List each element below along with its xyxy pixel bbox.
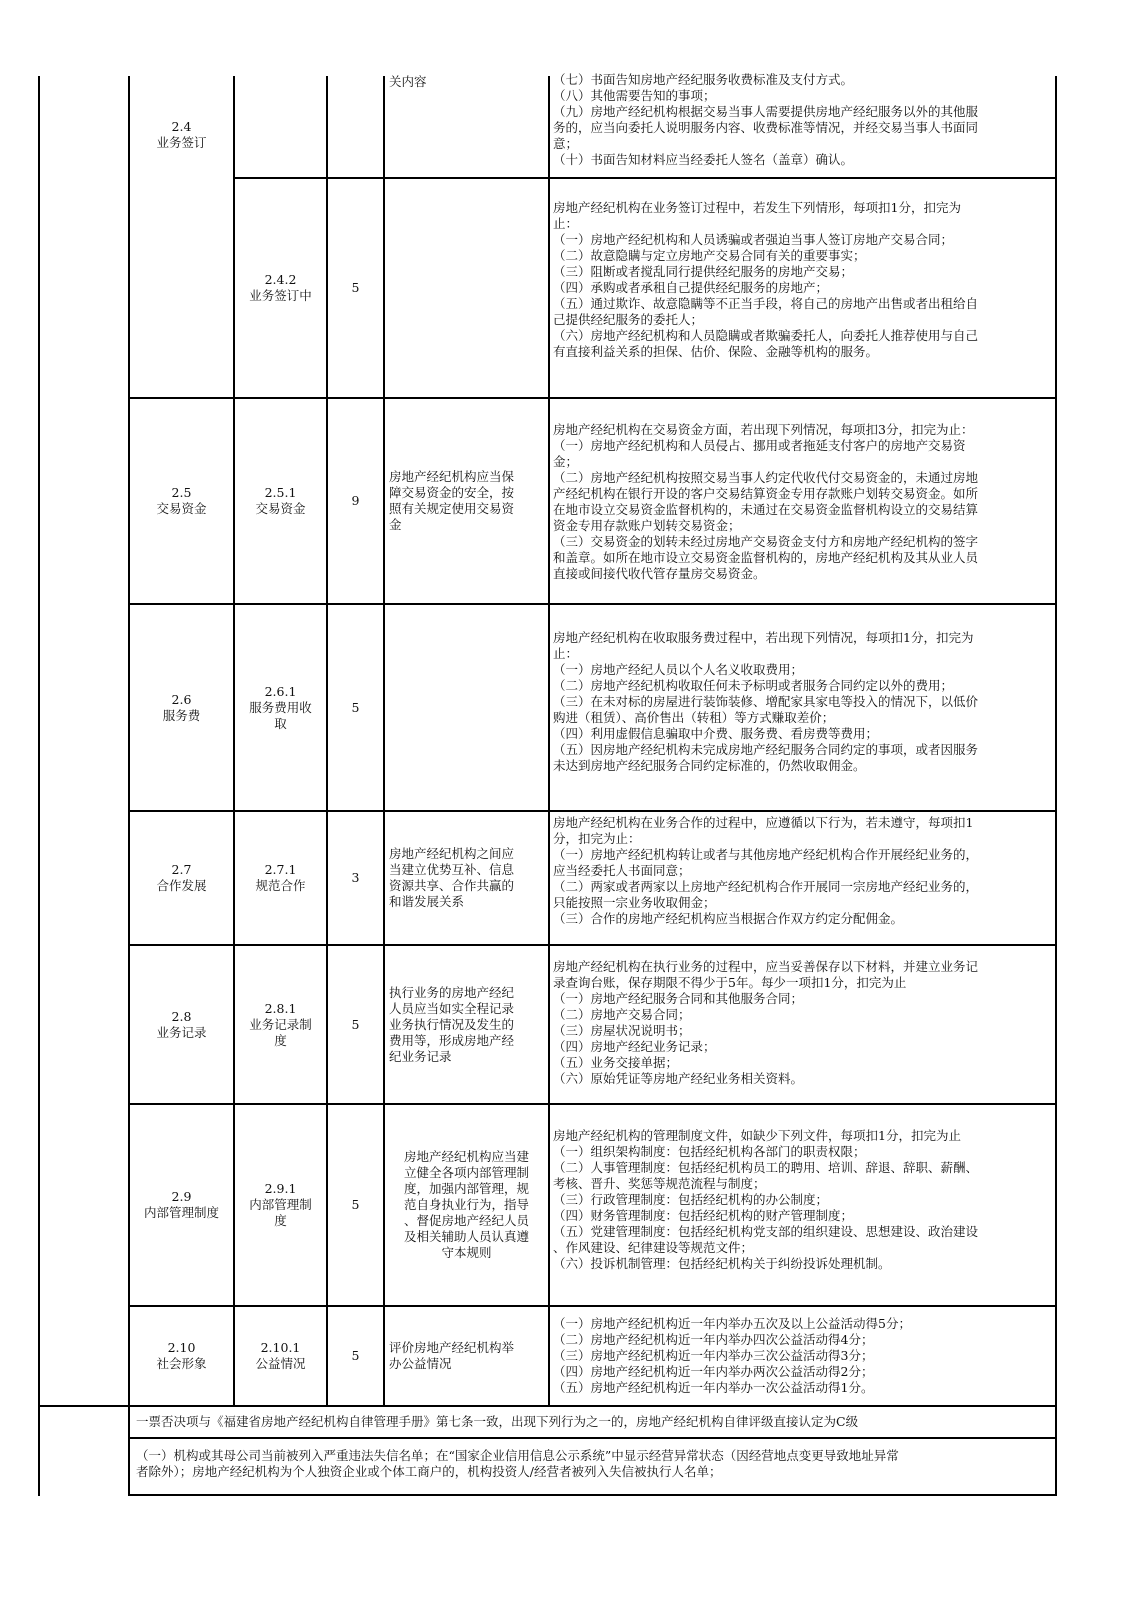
detail-line: 分，扣完为止： <box>553 831 641 846</box>
detail-line: 产经纪机构在银行开设的客户交易结算资金专用存款账户划转交易资金。如所 <box>553 486 979 501</box>
detail-line: （四）房地产经纪机构近一年内举办两次公益活动得2分； <box>553 1364 874 1379</box>
score-cell: 5 <box>351 280 360 295</box>
item-name: 公益情况 <box>255 1356 306 1371</box>
detail-line: 止： <box>553 216 579 231</box>
detail-line: 房地产经纪机构在执行业务的过程中，应当妥善保存以下材料，并建立业务记 <box>553 959 979 974</box>
score-cell: 9 <box>351 493 360 508</box>
category-cell <box>130 1105 233 1305</box>
criterion-cell: 关内容 <box>389 74 427 89</box>
item-cell <box>235 1307 326 1405</box>
detail-line: 未达到房地产经纪服务合同约定标准的，仍然收取佣金。 <box>553 758 866 773</box>
detail-line: （二）房地产经纪机构近一年内举办四次公益活动得4分； <box>553 1332 874 1347</box>
detail-line: （四）利用虚假信息骗取中介费、服务费、看房费等费用； <box>553 726 879 741</box>
score-cell: 5 <box>351 1197 360 1212</box>
detail-line: （七）书面告知房地产经纪服务收费标准及支付方式。 <box>553 72 854 87</box>
category-name: 交易资金 <box>156 501 207 516</box>
detail-line: 止： <box>553 646 579 661</box>
detail-line: 意； <box>553 136 579 151</box>
veto-heading: 一票否决项与《福建省房地产经纪机构自律管理手册》第七条一致，出现下列行为之一的，房地产经纪机构自律评级直接认定为C级 <box>136 1414 859 1429</box>
category-code: 2.8 <box>171 1008 192 1024</box>
detail-line: 考核、晋升、奖惩等规范流程与制度； <box>553 1176 766 1191</box>
item-name: 规范合作 <box>255 878 306 893</box>
item-code: 2.8.1 <box>264 1000 297 1016</box>
detail-line: 直接或间接代收代管存量房交易资金。 <box>553 566 766 581</box>
category-code: 2.9 <box>171 1189 192 1204</box>
detail-line: （四）财务管理制度：包括经纪机构的财产管理制度； <box>553 1208 854 1223</box>
details-cell <box>553 200 1053 360</box>
detail-line: （三）行政管理制度：包括经纪机构的办公制度； <box>553 1192 829 1207</box>
detail-line: （十）书面告知材料应当经委托人签名（盖章）确认。 <box>553 152 854 167</box>
item-code: 2.4.2 <box>264 272 297 287</box>
detail-line: （二）故意隐瞒与定立房地产交易合同有关的重要事实； <box>553 248 866 263</box>
item-cell <box>235 179 326 397</box>
detail-line: （二）两家或者两家以上房地产经纪机构合作开展同一宗房地产经纪业务的， <box>553 879 979 894</box>
item-name: 服务费用收 取 <box>249 699 312 731</box>
detail-line: 购进（租赁）、高价售出（转租）等方式赚取差价； <box>553 710 835 725</box>
score-cell: 5 <box>351 1348 360 1363</box>
detail-line: （三）房地产经纪机构近一年内举办三次公益活动得3分； <box>553 1348 874 1363</box>
category-code: 2.6 <box>171 691 192 707</box>
detail-line: （一）房地产经纪机构和人员侵占、挪用或者拖延支付客户的房地产交易资 <box>553 438 966 453</box>
detail-line: （三）交易资金的划转未经过房地产交易资金支付方和房地产经纪机构的签字 <box>553 534 979 549</box>
detail-line: 房地产经纪机构在业务签订过程中，若发生下列情形，每项扣1分，扣完为 <box>553 200 961 215</box>
category-cell <box>130 1307 233 1405</box>
item-code: 2.6.1 <box>264 683 297 699</box>
detail-line: （五）通过欺诈、故意隐瞒等不正当手段，将自己的房地产出售或者出租给自 <box>553 296 979 311</box>
category-cell <box>130 100 233 170</box>
category-cell <box>130 812 233 944</box>
detail-line: （五）党建管理制度：包括经纪机构党支部的组织建设、思想建设、政治建设 <box>553 1224 979 1239</box>
item-name: 业务签订中 <box>249 288 312 303</box>
detail-line: 应当经委托人书面同意； <box>553 863 691 878</box>
score-cell: 5 <box>351 699 360 715</box>
category-code: 2.10 <box>167 1340 196 1355</box>
veto-item-1 <box>130 1448 1055 1480</box>
category-code: 2.7 <box>171 862 192 877</box>
item-name: 内部管理制 度 <box>249 1197 312 1228</box>
details-cell <box>553 630 1053 774</box>
category-name: 服务费 <box>162 707 201 723</box>
detail-line: （三）合作的房地产经纪机构应当根据合作双方约定分配佣金。 <box>553 911 904 926</box>
criterion-cell: 执行业务的房地产经纪 人员应当如实全程记录 业务执行情况及发生的 费用等，形成房地产经 纪业务记录 <box>389 984 515 1064</box>
detail-line: 资金专用存款账户划转交易资金； <box>553 518 741 533</box>
details-cell <box>553 72 1053 168</box>
detail-line: （三）房屋状况说明书； <box>553 1023 691 1038</box>
detail-line: 录查询台账，保存期限不得少于5年。每少一项扣1分，扣完为止 <box>553 975 907 990</box>
detail-line: （五）房地产经纪机构近一年内举办一次公益活动得1分。 <box>553 1380 874 1395</box>
score-cell: 5 <box>351 1016 360 1032</box>
criterion-cell: 房地产经纪机构应当保 障交易资金的安全，按 照有关规定使用交易资 金 <box>389 469 515 532</box>
detail-line: （六）房地产经纪机构和人员隐瞒或者欺骗委托人，向委托人推荐使用与自己 <box>553 328 979 343</box>
detail-line: 房地产经纪机构的管理制度文件，如缺少下列文件，每项扣1分，扣完为止 <box>553 1128 961 1143</box>
details-cell <box>553 815 1053 927</box>
detail-line: （二）房地产交易合同； <box>553 1007 691 1022</box>
veto-line: 者除外）；房地产经纪机构为个人独资企业或个体工商户的，机构投资人/经营者被列入失信被执行人名单； <box>136 1464 722 1479</box>
detail-line: （八）其他需要告知的事项； <box>553 88 716 103</box>
item-name: 业务记录制 度 <box>249 1016 312 1048</box>
detail-line: 金； <box>553 454 579 469</box>
details-cell <box>553 959 1053 1087</box>
category-code: 2.4 <box>171 119 192 134</box>
category-cell <box>130 946 233 1103</box>
detail-line: 、作风建设、纪律建设等规范文件； <box>553 1240 754 1255</box>
detail-line: （一）组织架构制度：包括经纪机构各部门的职责权限； <box>553 1144 866 1159</box>
criterion-cell: 房地产经纪机构之间应 当建立优势互补、信息 资源共享、合作共赢的 和谐发展关系 <box>389 846 515 909</box>
detail-line: 己提供经纪服务的委托人； <box>553 312 704 327</box>
detail-line: 在地市设立交易资金监督机构的，未通过在交易资金监督机构设立的交易结算 <box>553 502 979 517</box>
details-cell <box>553 422 1053 582</box>
item-code: 2.9.1 <box>264 1181 297 1196</box>
item-code: 2.5.1 <box>264 485 297 500</box>
detail-line: （一）房地产经纪机构近一年内举办五次及以上公益活动得5分； <box>553 1316 911 1331</box>
detail-line: （三）在未对标的房屋进行装饰装修、增配家具家电等投入的情况下，以低价 <box>553 694 979 709</box>
detail-line: （二）房地产经纪机构按照交易当事人约定代收代付交易资金的，未通过房地 <box>553 470 979 485</box>
category-name: 业务记录 <box>156 1024 207 1040</box>
category-cell <box>130 399 233 603</box>
detail-line: 和盖章。如所在地市设立交易资金监督机构的，房地产经纪机构及其从业人员 <box>553 550 979 565</box>
detail-line: 有直接利益关系的担保、估价、保险、金融等机构的服务。 <box>553 344 879 359</box>
category-name: 内部管理制度 <box>143 1205 219 1220</box>
item-cell <box>235 812 326 944</box>
item-cell <box>235 399 326 603</box>
item-name: 交易资金 <box>255 501 306 516</box>
item-cell <box>235 605 326 810</box>
category-name: 合作发展 <box>156 878 207 893</box>
category-name: 业务签订 <box>156 135 207 150</box>
category-name: 社会形象 <box>156 1356 207 1371</box>
score-cell: 3 <box>351 870 360 885</box>
criterion-cell: 评价房地产经纪机构举 办公益情况 <box>389 1340 515 1371</box>
criterion-cell: 房地产经纪机构应当建 立健全各项内部管理制 度，加强内部管理，规 范自身执业行为，指导 、督促房地产经纪人员 及相关辅助人员认真遵 守本规则 <box>403 1149 529 1260</box>
detail-line: 只能按照一宗业务收取佣金； <box>553 895 716 910</box>
item-cell <box>235 1105 326 1305</box>
detail-line: （一）房地产经纪机构转让或者与其他房地产经纪机构合作开展经纪业务的， <box>553 847 979 862</box>
details-cell <box>553 1128 1053 1272</box>
details-cell <box>553 1316 1053 1396</box>
detail-line: （二）人事管理制度：包括经纪机构员工的聘用、培训、辞退、辞职、薪酬、 <box>553 1160 979 1175</box>
detail-line: （三）阻断或者搅乱同行提供经纪服务的房地产交易； <box>553 264 854 279</box>
detail-line: （四）房地产经纪业务记录； <box>553 1039 716 1054</box>
detail-line: （五）因房地产经纪机构未完成房地产经纪服务合同约定的事项，或者因服务 <box>553 742 979 757</box>
detail-line: （九）房地产经纪机构根据交易当事人需要提供房地产经纪服务以外的其他服 <box>553 104 979 119</box>
item-cell <box>235 946 326 1103</box>
detail-line: 房地产经纪机构在业务合作的过程中，应遵循以下行为，若未遵守，每项扣1 <box>553 815 974 830</box>
detail-line: 房地产经纪机构在收取服务费过程中，若出现下列情况，每项扣1分，扣完为 <box>553 630 974 645</box>
detail-line: （一）房地产经纪人员以个人名义收取费用； <box>553 662 804 677</box>
veto-line: （一）机构或其母公司当前被列入严重违法失信名单；在“国家企业信用信息公示系统”中显示经营异常状态（因经营地点变更导致地址异常 <box>136 1448 899 1463</box>
category-cell <box>130 605 233 810</box>
category-code: 2.5 <box>171 485 192 500</box>
detail-line: （五）业务交接单据； <box>553 1055 679 1070</box>
detail-line: （六）原始凭证等房地产经纪业务相关资料。 <box>553 1071 804 1086</box>
item-code: 2.7.1 <box>264 862 297 877</box>
detail-line: （二）房地产经纪机构收取任何未予标明或者服务合同约定以外的费用； <box>553 678 954 693</box>
detail-line: （六）投诉机制管理：包括经纪机构关于纠纷投诉处理机制。 <box>553 1256 891 1271</box>
detail-line: （四）承购或者承租自己提供经纪服务的房地产； <box>553 280 829 295</box>
detail-line: 务的，应当向委托人说明服务内容、收费标准等情况，并经交易当事人书面同 <box>553 120 979 135</box>
detail-line: （一）房地产经纪机构和人员诱骗或者强迫当事人签订房地产交易合同； <box>553 232 954 247</box>
item-code: 2.10.1 <box>260 1340 301 1355</box>
detail-line: （一）房地产经纪服务合同和其他服务合同； <box>553 991 804 1006</box>
detail-line: 房地产经纪机构在交易资金方面，若出现下列情况，每项扣3分，扣完为止： <box>553 422 974 437</box>
